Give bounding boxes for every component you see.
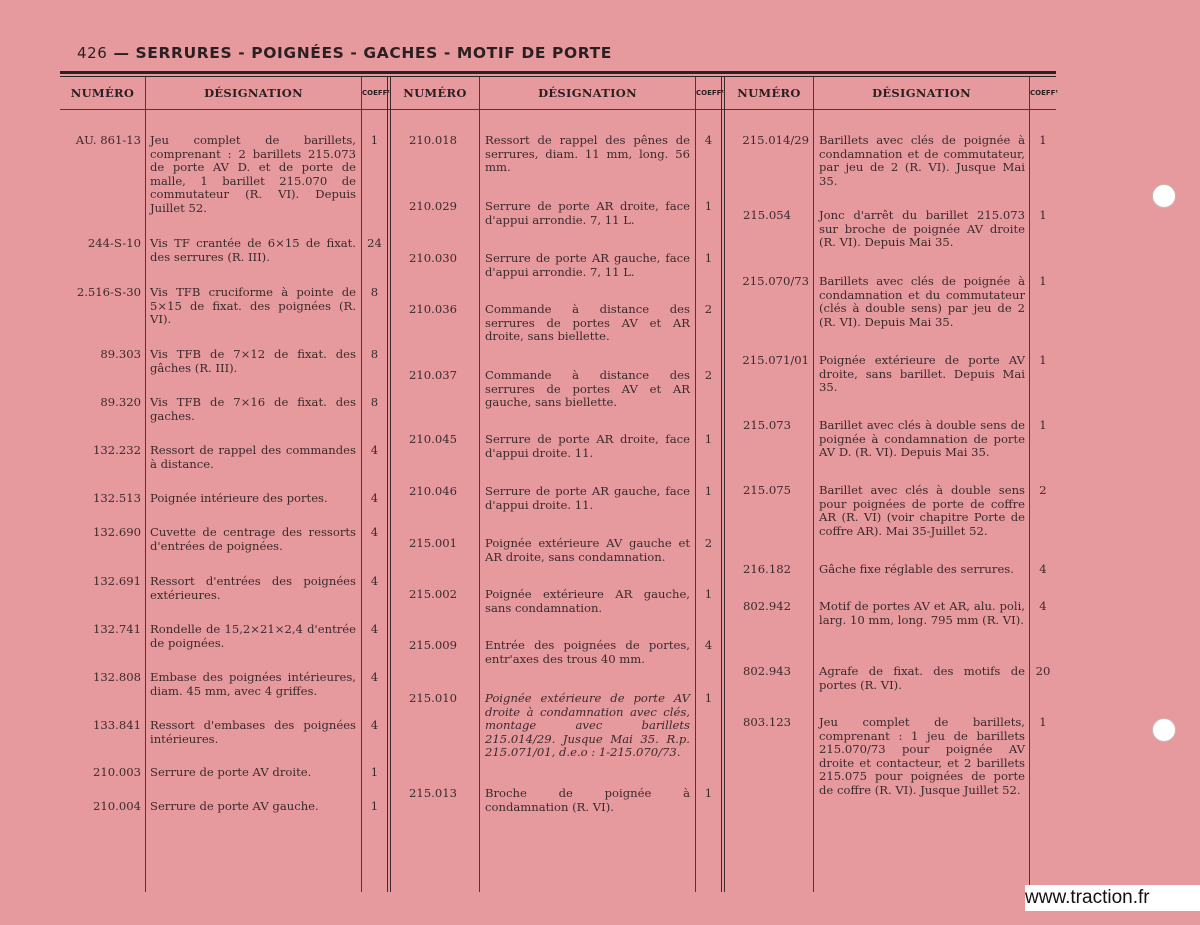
watermark-text: www.traction.fr [1025, 885, 1200, 911]
column-header-rule [60, 109, 1056, 110]
part-number: 210.004 [93, 799, 141, 813]
part-coeff: 8 [370, 347, 379, 361]
page-title: SERRURES - POIGNÉES - GACHES - MOTIF DE PORTE [135, 44, 612, 62]
part-designation: Jeu complet de barillets, comprenant : 2 barillets 215.073 de porte AV D. et de porte de malle, 1 barillet 215.070 de commutateur (R. VI). Depuis Juillet 52. [150, 133, 356, 215]
header-rule-thin [60, 76, 1056, 77]
part-designation: Jonc d'arrêt du barillet 215.073 sur broche de poignée AV droite (R. VI). Depuis Mai 35. [819, 208, 1025, 250]
part-designation: Vis TFB de 7×16 de fixat. des gaches. [150, 395, 356, 423]
part-number: 132.808 [93, 670, 141, 684]
part-number: 803.123 [743, 715, 791, 729]
col-header-numero: NUMÉRO [70, 86, 135, 100]
part-coeff: 1 [704, 199, 713, 213]
col-header-numero: NUMÉRO [403, 86, 467, 100]
part-designation: Embase des poignées intérieures, diam. 45 mm, avec 4 griffes. [150, 670, 356, 698]
part-designation: Cuvette de centrage des ressorts d'entrées de poignées. [150, 525, 356, 553]
part-coeff: 1 [704, 691, 713, 705]
part-number: 210.030 [409, 251, 457, 265]
part-number: 215.013 [409, 786, 457, 800]
part-number: 215.075 [743, 483, 791, 497]
column-divider [813, 77, 814, 892]
part-coeff: 4 [370, 574, 379, 588]
part-number: 244-S-10 [87, 236, 141, 250]
part-number: 215.002 [409, 587, 457, 601]
part-number: 132.232 [93, 443, 141, 457]
part-coeff: 1 [370, 765, 379, 779]
part-coeff: 1 [704, 484, 713, 498]
col-header-designation: DÉSIGNATION [872, 86, 971, 100]
column-divider [479, 77, 480, 892]
part-designation: Vis TF crantée de 6×15 de fixat. des serrures (R. III). [150, 236, 356, 264]
part-designation: Poignée intérieure des portes. [150, 491, 328, 505]
part-coeff: 4 [1039, 599, 1047, 613]
part-coeff: 1 [1039, 353, 1047, 367]
part-coeff: 1 [704, 251, 713, 265]
part-number: 215.071/01 [742, 353, 809, 367]
part-number: 89.320 [100, 395, 141, 409]
part-designation: Commande à distance des serrures de portes AV et AR gauche, sans biellette. [485, 368, 690, 410]
part-number: 210.037 [409, 368, 457, 382]
part-number: 215.010 [409, 691, 457, 705]
part-number: 215.001 [409, 536, 457, 550]
part-number: 210.018 [409, 133, 457, 147]
part-coeff: 2 [704, 302, 713, 316]
part-designation: Poignée extérieure AR gauche, sans condamnation. [485, 587, 690, 615]
part-number: 215.009 [409, 638, 457, 652]
part-coeff: 4 [370, 670, 379, 684]
part-number: AU. 861-13 [75, 133, 141, 147]
part-coeff: 1 [1039, 208, 1047, 222]
part-coeff: 4 [1039, 562, 1047, 576]
part-number: 89.303 [100, 347, 141, 361]
col-header-coeff: COEFFᵗ [696, 89, 725, 97]
part-number: 215.070/73 [742, 274, 809, 288]
part-number: 802.943 [743, 664, 791, 678]
col-header-numero: NUMÉRO [737, 86, 801, 100]
part-coeff: 1 [704, 786, 713, 800]
part-number: 802.942 [743, 599, 791, 613]
part-designation: Serrure de porte AV droite. [150, 765, 312, 779]
part-coeff: 4 [370, 525, 379, 539]
page-number: 426 [77, 44, 108, 62]
part-number: 215.014/29 [742, 133, 809, 147]
col-header-coeff: COEFFᵗ [362, 89, 391, 97]
part-number: 210.046 [409, 484, 457, 498]
part-designation: Barillets avec clés de poignée à condamnation et de commutateur, par jeu de 2 (R. VI). Jusque Mai 35. [819, 133, 1025, 188]
part-coeff: 1 [704, 587, 713, 601]
col-header-designation: DÉSIGNATION [204, 86, 303, 100]
part-designation: Serrure de porte AR droite, face d'appui droite. 11. [485, 432, 690, 460]
part-designation: Barillet avec clés à double sens de poignée à condamnation de porte AV D. (R. VI). Depuis Mai 35. [819, 418, 1025, 460]
page-header [77, 44, 612, 66]
part-designation: Agrafe de fixat. des motifs de portes (R. VI). [819, 664, 1025, 692]
part-number: 215.073 [743, 418, 791, 432]
part-designation: Serrure de porte AR droite, face d'appui arrondie. 7, 11 L. [485, 199, 690, 227]
part-coeff: 4 [370, 443, 379, 457]
part-designation: Motif de portes AV et AR, alu. poli, larg. 10 mm, long. 795 mm (R. VI). [819, 599, 1025, 627]
part-coeff: 4 [704, 133, 713, 147]
part-designation: Ressort de rappel des pênes de serrures, diam. 11 mm, long. 56 mm. [485, 133, 690, 175]
part-designation: Barillets avec clés de poignée à condamnation et du commutateur (clés à double sens) par jeu de 2 (R. VI). Depuis Mai 35. [819, 274, 1025, 329]
part-number: 132.513 [93, 491, 141, 505]
part-coeff: 8 [370, 285, 379, 299]
part-designation: Poignée extérieure de porte AV droite, sans barillet. Depuis Mai 35. [819, 353, 1025, 395]
part-designation: Jeu complet de barillets, comprenant : 1 jeu de barillets 215.070/73 pour poignée AV droite et contacteur, et 2 barillets 215.075 pour poignées de porte de coffre (R. VI). Jusque Juillet 52. [819, 715, 1025, 797]
header-rule-thick [60, 71, 1056, 74]
part-coeff: 1 [370, 133, 379, 147]
part-designation: Ressort d'entrées des poignées extérieures. [150, 574, 356, 602]
part-coeff: 2 [704, 368, 713, 382]
part-number: 210.036 [409, 302, 457, 316]
part-designation: Gâche fixe réglable des serrures. [819, 562, 1014, 576]
part-designation: Serrure de porte AV gauche. [150, 799, 319, 813]
binder-hole [1152, 718, 1176, 742]
part-designation: Vis TFB de 7×12 de fixat. des gâches (R. III). [150, 347, 356, 375]
part-designation: Ressort de rappel des commandes à distance. [150, 443, 356, 471]
part-designation: Broche de poignée à condamnation (R. VI). [485, 786, 690, 814]
part-number: 215.054 [743, 208, 791, 222]
part-designation: Barillet avec clés à double sens pour poignées de porte de coffre AR (R. VI) (voir chapitre Porte de coffre AR). Mai 35-Juillet 52. [819, 483, 1025, 538]
part-coeff: 4 [704, 638, 713, 652]
part-coeff: 4 [370, 622, 379, 636]
part-designation: Entrée des poignées de portes, entr'axes des trous 40 mm. [485, 638, 690, 666]
part-coeff: 2 [1039, 483, 1047, 497]
part-coeff: 4 [370, 718, 379, 732]
part-number: 132.691 [93, 574, 141, 588]
part-designation: Serrure de porte AR gauche, face d'appui arrondie. 7, 11 L. [485, 251, 690, 279]
part-designation: Serrure de porte AR gauche, face d'appui droite. 11. [485, 484, 690, 512]
part-coeff: 8 [370, 395, 379, 409]
part-number: 210.029 [409, 199, 457, 213]
col-header-coeff: COEFFᵗ [1030, 89, 1059, 97]
part-coeff: 2 [704, 536, 713, 550]
part-number: 210.003 [93, 765, 141, 779]
part-coeff: 1 [1039, 133, 1047, 147]
part-coeff: 1 [704, 432, 713, 446]
part-designation: Poignée extérieure de porte AV droite à condamnation avec clés, montage avec barillets 215.014/29. Jusque Mai 35. R.p. 215.071/01, d.e.o : 1-215.070/73. [485, 691, 690, 760]
column-divider [145, 77, 146, 892]
part-number: 2.516-S-30 [76, 285, 141, 299]
part-designation: Rondelle de 15,2×21×2,4 d'entrée de poignées. [150, 622, 356, 650]
part-coeff: 1 [370, 799, 379, 813]
part-number: 132.690 [93, 525, 141, 539]
part-coeff: 1 [1039, 715, 1047, 729]
part-number: 133.841 [93, 718, 141, 732]
part-designation: Vis TFB cruciforme à pointe de 5×15 de fixat. des poignées (R. VI). [150, 285, 356, 327]
part-number: 132.741 [93, 622, 141, 636]
binder-hole [1152, 184, 1176, 208]
header-separator: — [113, 44, 130, 62]
part-coeff: 1 [1039, 418, 1047, 432]
part-designation: Commande à distance des serrures de portes AV et AR droite, sans biellette. [485, 302, 690, 344]
part-designation: Poignée extérieure AV gauche et AR droite, sans condamnation. [485, 536, 690, 564]
part-coeff: 1 [1039, 274, 1047, 288]
part-number: 210.045 [409, 432, 457, 446]
part-designation: Ressort d'embases des poignées intérieures. [150, 718, 356, 746]
part-coeff: 4 [370, 491, 379, 505]
col-header-designation: DÉSIGNATION [538, 86, 637, 100]
part-coeff: 24 [367, 236, 382, 250]
part-number: 216.182 [743, 562, 791, 576]
part-coeff: 20 [1035, 664, 1051, 678]
